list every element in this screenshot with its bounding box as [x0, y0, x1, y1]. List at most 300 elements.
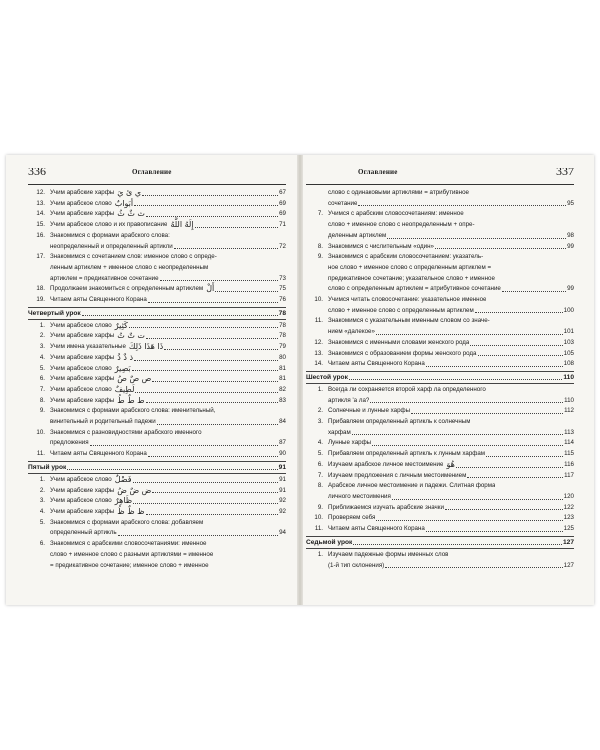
toc-entry-line	[328, 188, 574, 199]
toc-entry-text: Учим арабское слово	[50, 497, 112, 505]
toc-leader-dots	[152, 381, 278, 382]
toc-entry	[28, 353, 286, 364]
toc-entry-text: предложения	[50, 439, 89, 447]
toc-leader-dots	[118, 535, 279, 536]
toc-entry-line	[328, 513, 574, 524]
toc-entry-number: 6.	[317, 460, 323, 468]
toc-entry-line	[328, 492, 574, 503]
toc-entry-text: Учимся с арабским словосочетаниям: именное	[328, 210, 464, 218]
toc-section-heading	[306, 371, 574, 384]
toc-entry	[306, 252, 574, 295]
toc-entry-number: 5.	[317, 450, 323, 458]
toc-leader-dots	[376, 520, 562, 521]
toc-entry-page: 84	[279, 418, 286, 426]
toc-entry-line	[50, 428, 286, 439]
toc-entry-line	[328, 242, 574, 253]
toc-entry-text: артикля 'а ла?	[328, 396, 370, 404]
toc-leader-dots	[486, 456, 563, 457]
toc-entry-arabic-word: كَثِيرٌ	[114, 320, 128, 330]
toc-entry	[306, 242, 574, 253]
toc-entry	[28, 539, 286, 571]
toc-entry-line	[50, 342, 286, 353]
toc-entry-number: 11.	[314, 525, 323, 533]
toc-entry-text: Знакомимся с именными словами женского рода	[328, 338, 470, 346]
toc-entry	[306, 209, 574, 241]
toc-entry	[28, 449, 286, 460]
toc-entry-line	[328, 561, 574, 572]
toc-entry-line	[50, 199, 286, 210]
toc-entry-page: 91	[279, 475, 286, 483]
toc-entry-line	[328, 503, 574, 514]
toc-entry-arabic-word: ث ثٌ ثُ	[117, 209, 145, 219]
toc-entry-page: 87	[279, 439, 286, 447]
toc-entry-text: слово + именное слово с разными артиклями = именное	[50, 550, 214, 558]
toc-entry	[306, 316, 574, 337]
toc-entry-line	[328, 359, 574, 370]
toc-entry-page: 99	[567, 242, 574, 250]
toc-leader-dots	[90, 445, 279, 446]
toc-entry-line	[50, 396, 286, 407]
toc-entry-line	[328, 220, 574, 231]
toc-entry-text: Седьмой урок	[306, 538, 353, 546]
toc-entry	[28, 295, 286, 306]
toc-entry-text: Четвертый урок	[28, 309, 81, 317]
toc-entry-text: Учим арабские харфы	[50, 210, 115, 218]
toc-leader-dots	[174, 248, 278, 249]
toc-entry-text: Учим арабские харфы	[50, 353, 115, 361]
toc-entry-page: 122	[563, 503, 574, 511]
toc-entry-page: 78	[279, 321, 286, 329]
toc-entry	[28, 406, 286, 427]
toc-entry-number: 17.	[36, 253, 45, 261]
toc-entry-arabic-word: ي ئ يَ	[117, 188, 142, 197]
toc-entry-arabic-word: ض ضٌ ضُ	[117, 485, 152, 495]
toc-entry	[306, 438, 574, 449]
toc-entry	[28, 284, 286, 295]
toc-entry-text: Учим арабские харфы	[50, 507, 115, 515]
toc-entry-page: 91	[279, 486, 286, 494]
toc-entry-page: 127	[563, 561, 574, 569]
toc-leader-dots	[146, 402, 279, 403]
toc-entry-text: Учим арабское слово	[50, 385, 112, 393]
right-page-title: Оглавление	[358, 168, 398, 176]
toc-entry-text: Учим арабские харфы	[50, 332, 115, 340]
toc-leader-dots	[160, 280, 279, 281]
toc-entry-number: 2.	[39, 486, 45, 494]
toc-entry-page: 81	[279, 364, 286, 372]
toc-entry-text: предикативное сочетание; указательное слово + именное	[328, 274, 495, 282]
toc-entry-page: 78	[279, 332, 286, 340]
toc-leader-dots	[467, 477, 563, 478]
toc-entry-number: 16.	[36, 231, 45, 239]
toc-entry-line	[328, 295, 574, 306]
toc-entry-number: 13.	[36, 199, 45, 207]
toc-entry-line	[328, 460, 574, 471]
toc-entry-text: Изучаем предложения с личным местоимением	[328, 471, 467, 479]
toc-entry-page: 95	[567, 199, 574, 207]
toc-entry-line	[50, 496, 286, 507]
toc-entry-page: 72	[279, 242, 286, 250]
toc-entry-number: 6.	[39, 375, 45, 383]
toc-entry-line	[50, 486, 286, 497]
toc-entry-text: харфам	[328, 428, 351, 436]
toc-entry-text: Проверяем себя	[328, 514, 376, 522]
toc-entry-line	[328, 263, 574, 274]
toc-entry-line	[50, 417, 286, 428]
toc-entry-arabic-word: أبَوابٌ	[114, 198, 134, 208]
toc-entry-number: 9.	[317, 503, 323, 511]
toc-entry-text: Учим имена указательные	[50, 343, 126, 351]
toc-entry-line	[50, 518, 286, 529]
toc-section-heading	[28, 307, 286, 320]
toc-entry-text: (1-й тип склонения)	[328, 561, 385, 569]
toc-entry-number: 14.	[314, 360, 323, 368]
toc-entry-page: 71	[279, 221, 286, 229]
toc-entry-page: 123	[563, 514, 574, 522]
toc-entry-arabic-word: أَلْ	[206, 284, 215, 294]
toc-entry	[28, 486, 286, 497]
toc-entry-number: 3.	[39, 343, 45, 351]
toc-leader-dots	[133, 482, 279, 483]
toc-entry-line	[328, 417, 574, 428]
toc-leader-dots	[67, 469, 277, 470]
toc-entry-page: 103	[563, 338, 574, 346]
toc-entry-text: Знакомимся с формами арабского слова: добавляем	[50, 518, 204, 526]
toc-entry-text: = предикативное сочетание; именное слово + именное	[50, 561, 209, 569]
toc-entry-text: Прибавляем определенный артикль к солнечным	[328, 418, 471, 426]
toc-leader-dots	[435, 248, 566, 249]
toc-entry-text: Учим арабское слово	[50, 364, 112, 372]
toc-entry-page: 69	[279, 199, 286, 207]
toc-leader-dots	[353, 544, 562, 545]
toc-entry	[306, 449, 574, 460]
toc-entry-line	[50, 252, 286, 263]
toc-leader-dots	[129, 327, 278, 328]
toc-entry-page: 114	[564, 439, 574, 447]
toc-entry	[28, 342, 286, 353]
toc-entry-line	[306, 372, 574, 383]
toc-entry-text: слово + именное слово с определенным артиклем	[328, 306, 474, 314]
toc-leader-dots	[146, 338, 278, 339]
toc-entry-page: 90	[279, 450, 286, 458]
toc-entry-line	[328, 471, 574, 482]
toc-entry-number: 11.	[314, 317, 323, 325]
toc-entry-text: Знакомимся с разновидностями арабского именного	[50, 428, 202, 436]
toc-entry-text: личного местоимения	[328, 492, 391, 500]
toc-entry-line	[328, 396, 574, 407]
toc-entry-line	[328, 274, 574, 285]
toc-entry-page: 98	[567, 231, 574, 239]
toc-entry-number: 5.	[39, 364, 45, 372]
toc-entry	[28, 396, 286, 407]
toc-entry-number: 11.	[36, 450, 45, 458]
toc-entry-text: Продолжаем знакомиться с определенным артиклем	[50, 285, 204, 293]
toc-entry	[28, 199, 286, 210]
toc-leader-dots	[478, 355, 563, 356]
toc-entry-page: 69	[279, 210, 286, 218]
toc-entry-number: 14.	[36, 210, 45, 218]
toc-entry-number: 6.	[39, 540, 45, 548]
toc-entry-arabic-word: ظ ظٌ ظُ	[117, 506, 145, 516]
toc-entry-text: винительный и родительный падежи	[50, 418, 156, 426]
toc-entry-text: Солнечные и лунные харфы	[328, 407, 411, 415]
toc-entry-line	[50, 528, 286, 539]
toc-entry-line	[28, 462, 286, 473]
toc-entry-page: 81	[279, 375, 286, 383]
toc-entry-arabic-word: لَطِيفٌ	[114, 384, 135, 394]
toc-entry-line	[50, 353, 286, 364]
toc-entry-line	[50, 507, 286, 518]
toc-entry-number: 1.	[317, 550, 323, 558]
toc-entry-text: ленным артиклем + именное слово с неопределенным	[50, 263, 209, 271]
toc-entry-line	[50, 242, 286, 253]
toc-entry-line	[328, 327, 574, 338]
toc-entry-text: Учим арабские харфы	[50, 486, 115, 494]
toc-leader-dots	[215, 291, 278, 292]
left-page	[28, 168, 286, 598]
left-toc-list	[28, 188, 286, 571]
toc-entry-text: Знакомимся с указательным именным словом со значе-	[328, 317, 490, 325]
toc-entry-text: Учим арабские харфы	[50, 375, 115, 383]
toc-entry-line	[50, 274, 286, 285]
toc-entry	[306, 524, 574, 535]
toc-entry-text: нием «далекое»	[328, 328, 375, 336]
toc-entry-number: 10.	[314, 296, 323, 304]
toc-leader-dots	[349, 379, 562, 380]
toc-leader-dots	[456, 467, 563, 468]
toc-entry-number: 9.	[317, 253, 323, 261]
toc-entry-line	[50, 209, 286, 220]
toc-entry-number: 1.	[317, 385, 323, 393]
toc-entry-text: Учим арабское слово	[50, 321, 112, 329]
toc-leader-dots	[152, 492, 278, 493]
toc-entry-line	[50, 364, 286, 375]
toc-entry-page: 115	[564, 450, 574, 458]
toc-entry-line	[328, 349, 574, 360]
toc-entry-text: артиклем = предикативное сочетание	[50, 274, 159, 282]
toc-entry-arabic-word: ط طٌ طُ	[117, 395, 145, 405]
toc-leader-dots	[426, 366, 563, 367]
toc-entry-page: 116	[564, 460, 574, 468]
toc-entry-text: неопределенный и определенный артикли	[50, 242, 173, 250]
toc-entry	[306, 385, 574, 406]
toc-entry-number: 7.	[317, 210, 323, 218]
toc-entry-text: Знакомимся с сочетанием слов: именное слово с опреде-	[50, 253, 217, 261]
toc-entry-text: Приближаемся изучать арабские значки	[328, 503, 444, 511]
toc-entry-text: Учим арабские харфы	[50, 396, 115, 404]
toc-entry-line	[328, 385, 574, 396]
toc-entry-number: 4.	[39, 353, 45, 361]
toc-leader-dots	[358, 205, 566, 206]
toc-entry-line	[328, 438, 574, 449]
toc-entry-number: 4.	[317, 439, 323, 447]
toc-entry-number: 10.	[36, 428, 45, 436]
toc-entry-line	[328, 209, 574, 220]
toc-entry	[306, 550, 574, 571]
toc-entry-text: Учимся читать словосочетание: указательное именное	[328, 296, 487, 304]
toc-entry-text: Учим арабское слово	[50, 199, 112, 207]
toc-leader-dots	[411, 413, 563, 414]
toc-entry-number: 3.	[39, 497, 45, 505]
right-toc-list	[306, 188, 574, 571]
toc-entry	[28, 364, 286, 375]
toc-entry	[28, 374, 286, 385]
toc-entry-number: 19.	[36, 296, 45, 304]
toc-entry-line	[50, 321, 286, 332]
toc-entry-line	[328, 252, 574, 263]
toc-leader-dots	[470, 345, 562, 346]
toc-entry-line	[50, 220, 286, 231]
toc-entry-line	[328, 338, 574, 349]
toc-leader-dots	[133, 503, 278, 504]
toc-entry-number: 12.	[314, 338, 323, 346]
toc-entry-number: 3.	[317, 418, 323, 426]
toc-entry-text: слово + именное слово с неопределенным + опре-	[328, 221, 475, 229]
toc-entry-number: 8.	[317, 482, 323, 490]
toc-entry-line	[50, 475, 286, 486]
right-page-header	[306, 168, 574, 185]
toc-entry-line	[328, 199, 574, 210]
toc-entry-number: 15.	[36, 221, 45, 229]
toc-entry	[306, 513, 574, 524]
toc-entry-page: 112	[564, 407, 574, 415]
right-page-number: 337	[556, 168, 574, 178]
toc-entry-page: 75	[279, 285, 286, 293]
toc-entry-line	[328, 284, 574, 295]
toc-entry-page: 83	[279, 396, 286, 404]
toc-entry-text: Арабское личное местоимение и падежи. Слитная форма	[328, 482, 496, 490]
toc-entry	[28, 252, 286, 284]
toc-entry-number: 18.	[36, 285, 45, 293]
toc-entry-page: 91	[278, 463, 286, 471]
toc-entry-arabic-word: هُوَ	[446, 459, 455, 469]
toc-entry-arabic-word: بَصِيرٌ	[114, 363, 131, 373]
toc-entry-line	[306, 537, 574, 548]
toc-entry	[28, 507, 286, 518]
toc-leader-dots	[134, 360, 278, 361]
toc-entry	[28, 496, 286, 507]
toc-leader-dots	[392, 499, 563, 500]
toc-entry-text: Читаем аяты Священного Корана	[328, 525, 425, 533]
toc-entry-number: 7.	[317, 471, 323, 479]
toc-entry	[28, 231, 286, 252]
toc-entry	[306, 406, 574, 417]
toc-entry	[306, 349, 574, 360]
toc-entry-number: 4.	[39, 507, 45, 515]
toc-entry-text: Изучаем арабское личное местоимение	[328, 460, 444, 468]
toc-entry-text: Учим арабское слово	[50, 475, 112, 483]
toc-entry-arabic-word: ذ ذٌ ذُ	[117, 352, 134, 362]
toc-entry-text: ное слово + именное слово с определенным артиклем =	[328, 263, 492, 271]
toc-entry-arabic-word: ص صٌ صُ	[117, 374, 152, 384]
toc-entry-line	[50, 295, 286, 306]
toc-entry-page: 76	[279, 296, 286, 304]
toc-entry-text: слово с определенным артиклем = атрибутивное сочетание	[328, 285, 501, 293]
toc-entry-arabic-word: ظَاهِرٌ	[114, 496, 133, 506]
toc-entry-line	[328, 231, 574, 242]
toc-entry	[306, 481, 574, 502]
toc-entry-page: 110	[563, 373, 574, 381]
toc-entry-text: Учим арабские харфы	[50, 189, 115, 196]
toc-entry-number: 1.	[39, 475, 45, 483]
toc-entry-page: 108	[563, 360, 574, 368]
toc-entry-text: Прибавляем определенный артикль к лунным харфам	[328, 450, 486, 458]
toc-entry-page: 78	[278, 309, 286, 317]
toc-entry	[306, 460, 574, 471]
toc-leader-dots	[370, 402, 563, 403]
toc-leader-dots	[164, 349, 278, 350]
toc-entry-line	[50, 561, 286, 572]
toc-leader-dots	[195, 227, 279, 228]
toc-entry-page: 80	[279, 353, 286, 361]
toc-leader-dots	[445, 509, 563, 510]
toc-entry-line	[50, 231, 286, 242]
toc-entry-line	[328, 406, 574, 417]
toc-entry-text: Читаем аяты Священного Корана	[328, 360, 425, 368]
toc-entry	[28, 518, 286, 539]
toc-entry-line	[50, 550, 286, 561]
toc-entry	[28, 188, 286, 199]
toc-leader-dots	[146, 216, 278, 217]
toc-entry-arabic-word: ت تٌ تُ	[117, 331, 145, 341]
toc-entry-line	[328, 524, 574, 535]
toc-entry-page: 73	[279, 274, 286, 282]
toc-entry-line	[50, 438, 286, 449]
toc-entry-line	[328, 316, 574, 327]
toc-entry-number: 2.	[39, 332, 45, 340]
toc-entry-page: 67	[279, 189, 286, 196]
toc-leader-dots	[82, 315, 278, 316]
toc-entry-line	[50, 188, 286, 199]
toc-entry-number: 5.	[39, 518, 45, 526]
toc-entry-number: 2.	[317, 407, 323, 415]
toc-entry-line	[50, 385, 286, 396]
toc-leader-dots	[376, 334, 563, 335]
toc-entry	[306, 471, 574, 482]
toc-entry	[306, 359, 574, 370]
toc-entry-number: 9.	[39, 407, 45, 415]
left-page-header	[28, 168, 286, 185]
toc-leader-dots	[385, 567, 562, 568]
toc-leader-dots	[146, 514, 279, 515]
toc-entry-text: Знакомимся с арабскими словосочетаниями: именное	[50, 540, 207, 548]
toc-leader-dots	[148, 302, 278, 303]
toc-entry	[28, 209, 286, 220]
toc-entry-page: 82	[279, 385, 286, 393]
toc-entry-text: Шестой урок	[306, 373, 348, 381]
toc-entry-text: Знакомимся с формами арабского слова:	[50, 231, 170, 239]
toc-entry-number: 12.	[36, 189, 45, 196]
toc-entry-page: 113	[564, 428, 574, 436]
toc-leader-dots	[157, 424, 278, 425]
toc-entry-page: 94	[279, 529, 286, 537]
right-page	[306, 168, 574, 598]
toc-leader-dots	[148, 456, 278, 457]
toc-entry-page: 92	[279, 507, 286, 515]
toc-entry	[28, 331, 286, 342]
left-page-number: 336	[28, 168, 46, 178]
toc-entry-page: 79	[279, 343, 286, 351]
toc-section-heading	[28, 461, 286, 474]
toc-entry-text: Изучаем падежные формы именных слов	[328, 550, 449, 558]
toc-entry-text: Учим арабское слово и их правописание	[50, 221, 168, 229]
toc-entry-page: 117	[564, 471, 574, 479]
toc-entry-page: 100	[563, 306, 574, 314]
toc-entry-line	[50, 284, 286, 295]
toc-entry-page: 92	[279, 497, 286, 505]
toc-leader-dots	[372, 445, 563, 446]
toc-entry-page: 99	[567, 285, 574, 293]
